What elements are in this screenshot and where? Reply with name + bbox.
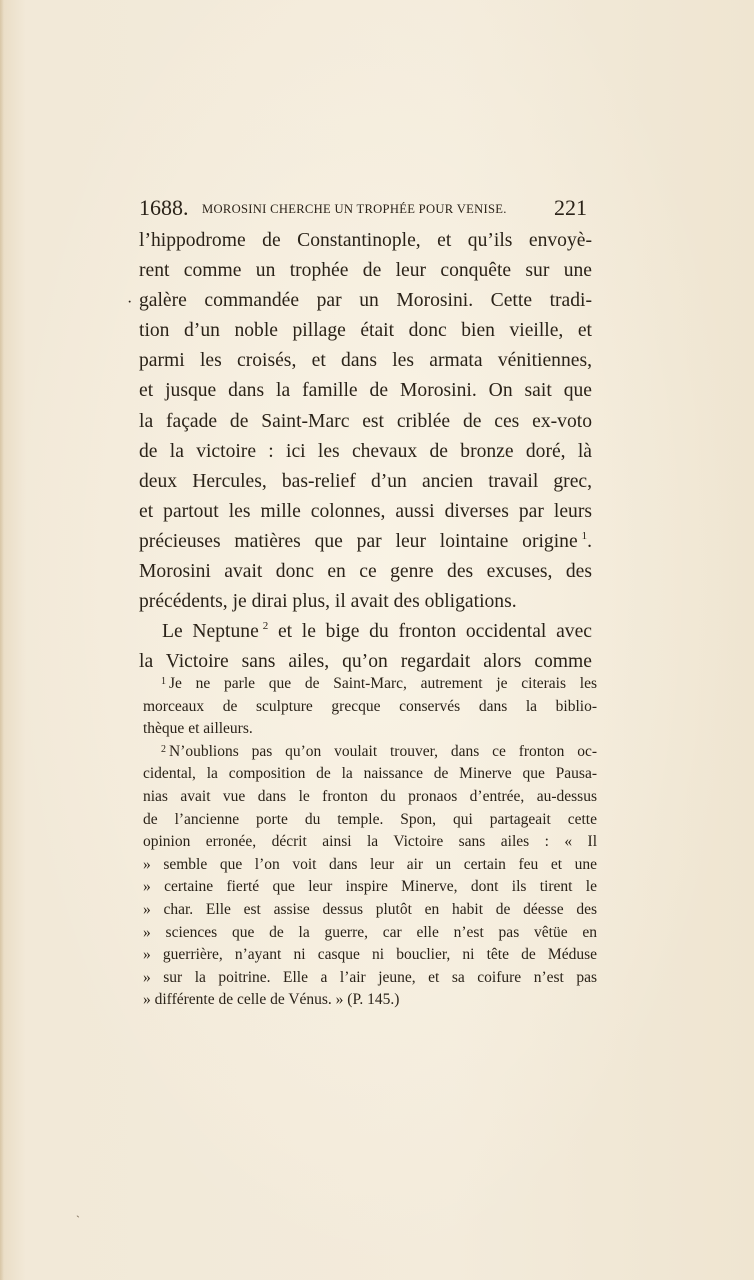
running-head-year: 1688. xyxy=(139,195,189,220)
body-line: la Victoire sans ailes, qu’on regardait alors comme xyxy=(139,651,592,673)
body-line-with-note xyxy=(139,617,592,647)
body-line: Morosini avait donc en ce genre des excuses, des xyxy=(139,561,592,583)
footnote-2-line: » certaine fierté que leur inspire Minerve, dont ils tirent le xyxy=(143,878,597,896)
footnote-2-text: N’oublions pas qu’on voulait trouver, dans ce fronton oc- xyxy=(169,742,597,760)
footnote-2-line: » différente de celle de Vénus. » (P. 145.) xyxy=(143,991,400,1009)
body-line-text: précieuses matières que par leur lointaine origine xyxy=(139,530,578,552)
footnote-2-line: nias avait vue dans le fronton du pronaos d’entrée, au-dessus xyxy=(143,787,597,805)
footnote-1-line: thèque et ailleurs. xyxy=(143,720,253,738)
body-line: précédents, je dirai plus, il avait des obligations. xyxy=(139,591,517,613)
body-line: et jusque dans la famille de Morosini. On sait que xyxy=(139,380,592,402)
body-line: de la victoire : ici les chevaux de bronze doré, là xyxy=(139,440,592,462)
footnote-1-text: Je ne parle que de Saint-Marc, autrement je citerais les xyxy=(169,675,597,692)
footnote-2-line: cidental, la composition de la naissance de Minerve que Pausa- xyxy=(143,765,597,783)
footnote-ref-2: 2 xyxy=(262,620,269,633)
footnote-ref-1: 1 xyxy=(581,529,588,542)
body-text xyxy=(139,226,592,677)
footnote-2-line xyxy=(143,741,597,764)
body-line: et partout les mille colonnes, aussi diverses par leurs xyxy=(139,500,592,522)
body-line: rent comme un trophée de leur conquête sur une xyxy=(139,260,592,282)
body-line: l’hippodrome de Constantinople, et qu’ils envoyè- xyxy=(139,230,592,251)
body-line-end: . xyxy=(587,530,592,552)
footnote-2-line: » semble que l’on voit dans leur air un certain feu et une xyxy=(143,855,597,873)
footnote-2-line: » guerrière, n’ayant ni casque ni bouclier, ni tête de Méduse xyxy=(143,946,597,964)
footnote-1-line xyxy=(143,673,597,696)
running-head-title: MOROSINI CHERCHE UN TROPHÉE POUR VENISE. xyxy=(202,202,507,216)
body-line-rest: et le bige du fronton occidental avec xyxy=(268,621,592,643)
body-line: deux Hercules, bas-relief d’un ancien travail grec, xyxy=(139,470,592,492)
running-head xyxy=(139,195,589,223)
footnote-1-line: morceaux de sculpture grecque conservés dans la biblio- xyxy=(143,697,597,715)
page-gutter-shadow xyxy=(0,0,4,1280)
footnote-2-line: » sciences que de la guerre, car elle n’est pas vêtüe en xyxy=(143,923,597,941)
body-line-text: Le Neptune xyxy=(162,621,259,643)
body-line: parmi les croisés, et dans les armata vénitiennes, xyxy=(139,350,592,372)
footnote-2-number: 2 xyxy=(161,743,166,755)
footnote-2-line: opinion erronée, décrit ainsi la Victoire sans ailes : « Il xyxy=(143,833,597,851)
footnote-2-line: de l’ancienne porte du temple. Spon, qui partageait cette xyxy=(143,810,597,828)
margin-mark: · xyxy=(127,294,133,311)
footnote-2-line: » sur la poitrine. Elle a l’air jeune, et sa coifure n’est pas xyxy=(143,968,597,986)
body-line: la façade de Saint-Marc est criblée de ces ex-voto xyxy=(139,410,592,432)
footnotes xyxy=(143,673,597,1012)
stray-ink-mark: ˋ xyxy=(76,1213,80,1227)
footnote-2-line: » char. Elle est assise dessus plutôt en habit de déesse des xyxy=(143,900,597,918)
body-line-with-note xyxy=(139,527,592,557)
body-line: galère commandée par un Morosini. Cette tradi- xyxy=(139,290,592,312)
body-line: tion d’un noble pillage était donc bien vieille, et xyxy=(139,320,592,342)
page-number: 221 xyxy=(554,195,587,220)
footnote-1-number: 1 xyxy=(161,676,166,687)
